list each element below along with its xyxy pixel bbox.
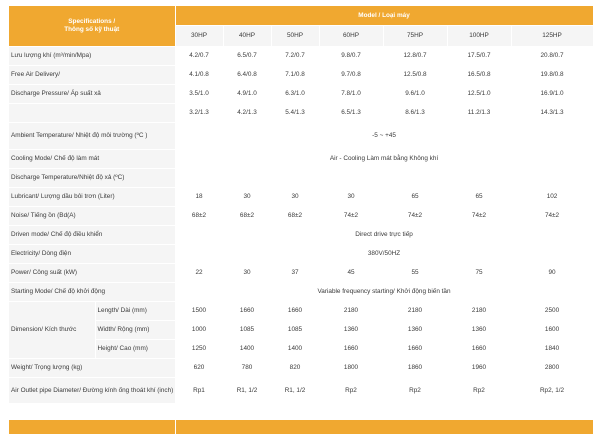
- value-cell: 3.2/1.3: [175, 104, 223, 123]
- table-row: [9, 226, 593, 245]
- value-cell: 102: [511, 188, 593, 207]
- model-cell: 60HP: [319, 26, 383, 47]
- model-cell: 40HP: [223, 26, 271, 47]
- row-label: Air Outlet pipe Diameter/ Đường kính ống thoát khí (inch): [9, 378, 175, 404]
- row-label: Weight/ Trọng lượng (kg): [9, 359, 175, 378]
- table-row: [9, 47, 593, 66]
- value-cell: 820: [271, 359, 319, 378]
- value-cell: 1600: [511, 321, 593, 340]
- value-cell: 16.9/1.0: [511, 85, 593, 104]
- spec-header-line1: Specifications /: [68, 18, 116, 25]
- value-cell: 2180: [319, 302, 383, 321]
- value-cell: 1085: [271, 321, 319, 340]
- row-sublabel: Width/ Rộng (mm): [95, 321, 175, 340]
- value-cell: 12.5/1.0: [447, 85, 511, 104]
- next-table-header-bar: [9, 420, 593, 434]
- value-cell: 1360: [447, 321, 511, 340]
- value-cell: 74±2: [383, 207, 447, 226]
- value-cell: 4.1/0.8: [175, 66, 223, 85]
- table-row: [9, 123, 593, 150]
- value-cell: 6.4/0.8: [223, 66, 271, 85]
- value-cell: 1660: [271, 302, 319, 321]
- row-label: Ambient Temperature/ Nhiệt độ môi trường (ºC ): [9, 123, 175, 150]
- value-cell: Rp2: [447, 378, 511, 404]
- value-cell: 6.5/0.7: [223, 47, 271, 66]
- table-row: [9, 378, 593, 404]
- value-cell: R1, 1/2: [223, 378, 271, 404]
- next-table-spec-header: [9, 420, 175, 434]
- value-cell: Rp2: [383, 378, 447, 404]
- value-cell: 45: [319, 264, 383, 283]
- value-cell: 74±2: [511, 207, 593, 226]
- value-cell: 65: [447, 188, 511, 207]
- row-sublabel: Length/ Dài (mm): [95, 302, 175, 321]
- model-header: Model / Loại máy: [175, 6, 593, 26]
- value-cell: 3.5/1.0: [175, 85, 223, 104]
- value-cell: 780: [223, 359, 271, 378]
- model-cell: 125HP: [511, 26, 593, 47]
- value-cell: 4.9/1.0: [223, 85, 271, 104]
- value-cell: 30: [319, 188, 383, 207]
- row-label: Free Air Delivery/: [9, 66, 175, 85]
- next-table-model-header: [176, 420, 593, 434]
- model-cell: 50HP: [271, 26, 319, 47]
- value-cell: 75: [447, 264, 511, 283]
- table-row: [9, 264, 593, 283]
- value-cell: 1085: [223, 321, 271, 340]
- table-row: [9, 207, 593, 226]
- value-cell: 6.3/1.0: [271, 85, 319, 104]
- table-row: [9, 283, 593, 302]
- value-cell: 1660: [447, 340, 511, 359]
- table-row: [9, 245, 593, 264]
- value-cell: 620: [175, 359, 223, 378]
- value-cell: 20.8/0.7: [511, 47, 593, 66]
- value-cell: 2800: [511, 359, 593, 378]
- value-cell: 2180: [447, 302, 511, 321]
- value-cell: 1660: [319, 340, 383, 359]
- table-row: [9, 104, 593, 123]
- value-cell: 14.3/1.3: [511, 104, 593, 123]
- value-cell: 4.2/0.7: [175, 47, 223, 66]
- row-label: Power/ Công suất (kW): [9, 264, 175, 283]
- dimension-label: Dimension/ Kích thước: [9, 302, 95, 359]
- row-label: Lưu lượng khí (m³/min/Mpa): [9, 47, 175, 66]
- value-cell: 1360: [319, 321, 383, 340]
- value-cell: 19.8/0.8: [511, 66, 593, 85]
- merged-value: [175, 169, 593, 188]
- value-cell: 16.5/0.8: [447, 66, 511, 85]
- value-cell: 68±2: [223, 207, 271, 226]
- value-cell: 1500: [175, 302, 223, 321]
- table-row: [9, 150, 593, 169]
- row-sublabel: Height/ Cao (mm): [95, 340, 175, 359]
- value-cell: 1000: [175, 321, 223, 340]
- value-cell: Rp1: [175, 378, 223, 404]
- table-row: [9, 188, 593, 207]
- model-cell: 75HP: [383, 26, 447, 47]
- row-label: [9, 104, 175, 123]
- value-cell: 1800: [319, 359, 383, 378]
- value-cell: R1, 1/2: [271, 378, 319, 404]
- value-cell: 55: [383, 264, 447, 283]
- value-cell: 1400: [223, 340, 271, 359]
- value-cell: 6.5/1.3: [319, 104, 383, 123]
- value-cell: 8.6/1.3: [383, 104, 447, 123]
- model-cell: 30HP: [175, 26, 223, 47]
- value-cell: 9.6/1.0: [383, 85, 447, 104]
- row-label: Noise/ Tiếng ồn (Bd(A): [9, 207, 175, 226]
- value-cell: 1840: [511, 340, 593, 359]
- value-cell: 5.4/1.3: [271, 104, 319, 123]
- model-cell: 100HP: [447, 26, 511, 47]
- value-cell: 30: [223, 264, 271, 283]
- value-cell: 65: [383, 188, 447, 207]
- value-cell: 90: [511, 264, 593, 283]
- merged-value: -5 ~ +45: [175, 123, 593, 150]
- value-cell: 30: [271, 188, 319, 207]
- value-cell: 1660: [383, 340, 447, 359]
- value-cell: 7.8/1.0: [319, 85, 383, 104]
- value-cell: 22: [175, 264, 223, 283]
- table-row: [9, 321, 593, 340]
- value-cell: 37: [271, 264, 319, 283]
- table-row: [9, 302, 593, 321]
- value-cell: 4.2/1.3: [223, 104, 271, 123]
- value-cell: 68±2: [271, 207, 319, 226]
- value-cell: 30: [223, 188, 271, 207]
- value-cell: 1360: [383, 321, 447, 340]
- row-label: Starting Mode/ Chế độ khởi động: [9, 283, 175, 302]
- value-cell: 9.7/0.8: [319, 66, 383, 85]
- table-row: [9, 340, 593, 359]
- merged-value: 380V/50HZ: [175, 245, 593, 264]
- row-label: Electricity/ Dòng điện: [9, 245, 175, 264]
- row-label: Cooling Mode/ Chế độ làm mát: [9, 150, 175, 169]
- value-cell: 1250: [175, 340, 223, 359]
- value-cell: 1660: [223, 302, 271, 321]
- value-cell: 11.2/1.3: [447, 104, 511, 123]
- table-row: [9, 85, 593, 104]
- table-row: [9, 66, 593, 85]
- value-cell: 18: [175, 188, 223, 207]
- value-cell: 2500: [511, 302, 593, 321]
- merged-value: Air - Cooling Làm mát bằng Không khí: [175, 150, 593, 169]
- row-label: Discharge Temperature/Nhiệt độ xả (ºC): [9, 169, 175, 188]
- row-label: Driven mode/ Chế độ điều khiển: [9, 226, 175, 245]
- value-cell: 17.5/0.7: [447, 47, 511, 66]
- value-cell: 68±2: [175, 207, 223, 226]
- value-cell: 74±2: [319, 207, 383, 226]
- value-cell: 12.5/0.8: [383, 66, 447, 85]
- value-cell: 1860: [383, 359, 447, 378]
- spec-header-line2: Thông số kỹ thuật: [64, 26, 120, 33]
- value-cell: 12.8/0.7: [383, 47, 447, 66]
- merged-value: Direct drive trực tiếp: [175, 226, 593, 245]
- value-cell: Rp2: [319, 378, 383, 404]
- value-cell: 74±2: [447, 207, 511, 226]
- merged-value: Variable frequency starting/ Khởi động biến tần: [175, 283, 593, 302]
- row-label: Lubricant/ Lượng dầu bôi trơn (Liter): [9, 188, 175, 207]
- table-row: [9, 169, 593, 188]
- value-cell: 1400: [271, 340, 319, 359]
- row-label: Discharge Pressure/ Áp suất xả: [9, 85, 175, 104]
- value-cell: 7.2/0.7: [271, 47, 319, 66]
- value-cell: 7.1/0.8: [271, 66, 319, 85]
- value-cell: 1960: [447, 359, 511, 378]
- spec-header: [9, 6, 175, 47]
- value-cell: 9.8/0.7: [319, 47, 383, 66]
- value-cell: 2180: [383, 302, 447, 321]
- table-row: [9, 359, 593, 378]
- value-cell: Rp2, 1/2: [511, 378, 593, 404]
- spec-table: [9, 6, 594, 404]
